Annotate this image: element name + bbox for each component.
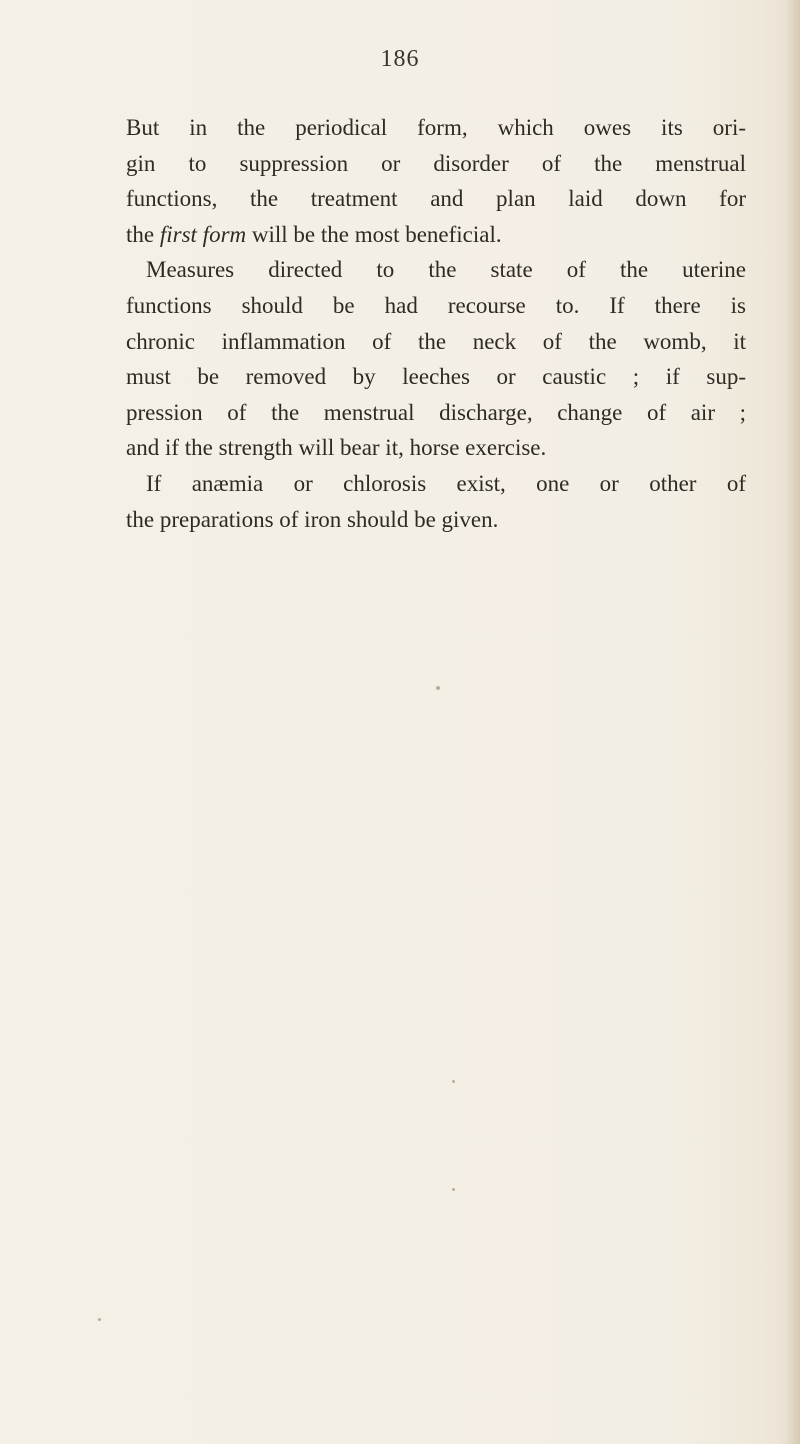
text-fragment: the [126, 221, 160, 247]
text-line: must be removed by leeches or caustic ; if sup- [126, 364, 746, 390]
text-line: functions should be had recourse to. If there is [126, 292, 746, 318]
text-fragment: will be the most beneficial. [246, 221, 502, 247]
text-line: the preparations of iron should be given. [126, 506, 499, 532]
text-line: But in the periodical form, which owes its ori- [126, 115, 746, 140]
text-line: gin to suppression or disorder of the menstrual [126, 150, 746, 176]
body-text [126, 110, 746, 537]
paper-speck [452, 1188, 455, 1191]
text-line: If anæmia or chlorosis exist, one or other of [146, 470, 746, 496]
paper-speck [436, 686, 440, 690]
page-edge-shadow [786, 0, 800, 1444]
text-line: Measures directed to the state of the uterine [146, 257, 746, 283]
paper-speck [98, 1318, 101, 1321]
paper-speck [452, 1080, 455, 1083]
italic-emphasis: first form [159, 221, 247, 247]
page-number: 186 [380, 46, 420, 72]
text-line: functions, the treatment and plan laid down for [126, 186, 746, 212]
text-line: pression of the menstrual discharge, change of air ; [126, 399, 746, 425]
text-line: and if the strength will bear it, horse exercise. [126, 435, 547, 461]
text-line: chronic inflammation of the neck of the womb, it [126, 328, 746, 354]
text-line [126, 217, 746, 253]
